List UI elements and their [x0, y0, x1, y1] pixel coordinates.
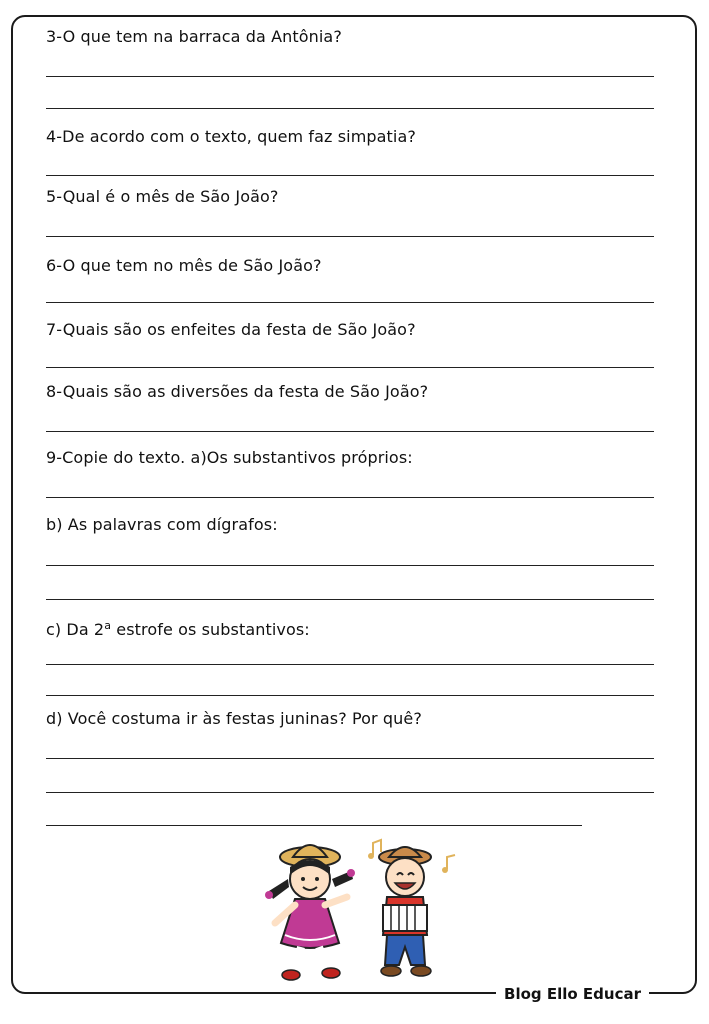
- question-9b: b) As palavras com dígrafos:: [46, 515, 278, 534]
- question-6: 6-O que tem no mês de São João?: [46, 256, 322, 275]
- answer-line[interactable]: [46, 108, 654, 109]
- question-9c-prefix: c) Da 2: [46, 620, 105, 639]
- answer-line[interactable]: [46, 497, 654, 498]
- question-5: 5-Qual é o mês de São João?: [46, 187, 279, 206]
- ordinal-indicator: a: [104, 619, 112, 632]
- answer-line[interactable]: [46, 367, 654, 368]
- answer-line[interactable]: [46, 695, 654, 696]
- festa-junina-kids-illustration: [255, 835, 465, 985]
- answer-line[interactable]: [46, 758, 654, 759]
- question-8: 8-Quais são as diversões da festa de São João?: [46, 382, 429, 401]
- answer-line[interactable]: [46, 236, 654, 237]
- footer-brand-label: Blog Ello Educar: [496, 984, 649, 1004]
- question-9c-suffix: estrofe os substantivos:: [111, 620, 310, 639]
- answer-line[interactable]: [46, 302, 654, 303]
- question-9d: d) Você costuma ir às festas juninas? Por quê?: [46, 709, 422, 728]
- question-7: 7-Quais são os enfeites da festa de São João?: [46, 320, 416, 339]
- boy-figure: [368, 840, 455, 976]
- answer-line[interactable]: [46, 825, 582, 826]
- question-9c: [46, 616, 310, 640]
- question-9a: 9-Copie do texto. a)Os substantivos próprios:: [46, 448, 413, 467]
- question-4: 4-De acordo com o texto, quem faz simpatia?: [46, 127, 416, 146]
- answer-line[interactable]: [46, 599, 654, 600]
- answer-line[interactable]: [46, 792, 654, 793]
- answer-line[interactable]: [46, 565, 654, 566]
- girl-figure: [265, 845, 355, 980]
- answer-line[interactable]: [46, 175, 654, 176]
- answer-line[interactable]: [46, 76, 654, 77]
- question-3: 3-O que tem na barraca da Antônia?: [46, 27, 342, 46]
- answer-line[interactable]: [46, 431, 654, 432]
- answer-line[interactable]: [46, 664, 654, 665]
